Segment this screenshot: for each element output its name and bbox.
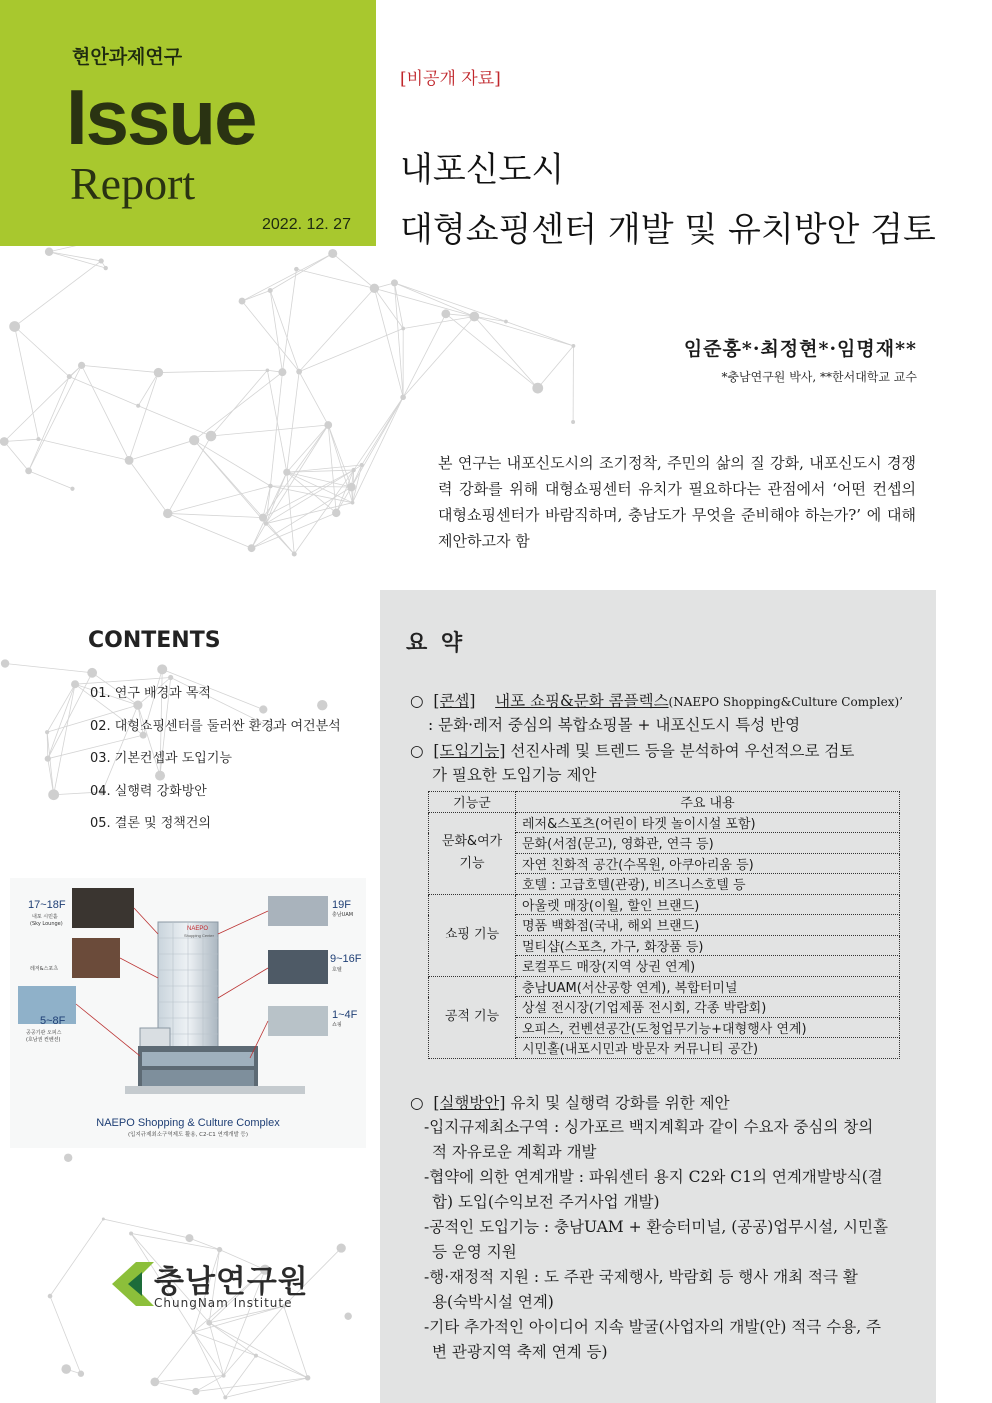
network-node (48, 1294, 53, 1299)
network-line (394, 283, 505, 322)
network-line (103, 1219, 189, 1238)
illus-caption: NAEPO Shopping & Culture Complex (96, 1117, 280, 1129)
network-node (401, 327, 405, 331)
table-cell: 로컬푸드 매장(지역 상권 연계) (516, 956, 900, 977)
network-line (270, 291, 299, 372)
network-line (354, 397, 403, 470)
table-cell: 멀티샵(스포츠, 가구, 화장품 등) (516, 935, 900, 956)
network-node (239, 298, 246, 305)
building-diagram (10, 878, 366, 1148)
table-cell: 명품 백화점(국내, 해외 브랜드) (516, 915, 900, 936)
network-line (38, 439, 129, 460)
illus-label: 9~16F (330, 953, 362, 965)
network-line (474, 317, 537, 389)
execution-item: 적 자유로운 계획과 개발 (432, 1143, 597, 1161)
table-row (429, 976, 900, 997)
table-cell: 상설 전시장(기업제품 전시회, 각종 박람회) (516, 997, 900, 1018)
network-line (446, 314, 538, 388)
function-line (410, 739, 854, 763)
network-node (136, 404, 140, 408)
network-line (211, 425, 328, 436)
network-node (294, 267, 299, 272)
network-node (344, 1313, 351, 1320)
network-line (15, 261, 102, 327)
contents-title: CONTENTS (88, 628, 221, 653)
table-cell: 시민홀(내포시민과 방문자 커뮤니티 공간) (516, 1038, 900, 1059)
illus-label: 쇼핑 (332, 1022, 342, 1028)
network-line (5, 664, 92, 673)
network-node (222, 1374, 226, 1378)
network-node (78, 362, 85, 369)
network-node (360, 463, 364, 467)
illus-label: 17~18F (28, 899, 66, 911)
toc-item[interactable]: 01. 연구 배경과 목적 (90, 686, 211, 701)
network-line (242, 253, 333, 301)
network-line (270, 253, 333, 290)
network-line (50, 1296, 81, 1374)
network-node (129, 1231, 133, 1235)
network-line (287, 472, 352, 487)
network-node (64, 1154, 72, 1162)
network-node (400, 394, 406, 400)
network-line (168, 513, 252, 548)
network-node (154, 368, 163, 377)
network-line (82, 365, 159, 372)
concept-line (410, 689, 903, 714)
network-node (248, 544, 256, 552)
network-node (254, 1354, 258, 1358)
network-node (25, 467, 32, 474)
series-kicker: 현안과제연구 (72, 46, 183, 68)
bullet-icon: ○ (410, 1094, 424, 1112)
network-node (45, 248, 53, 256)
network-line (299, 288, 374, 371)
network-node (278, 368, 286, 376)
logo-name: 충남연구원 (154, 1264, 309, 1300)
execution-item: 합) 도입(수익보전 주거사업 개발) (432, 1193, 660, 1211)
function-table (428, 791, 900, 1059)
execution-title: 유치 및 실행력 강화를 위한 제안 (510, 1094, 730, 1112)
network-line (209, 1323, 223, 1376)
network-node (45, 756, 51, 762)
network-node (296, 369, 302, 375)
network-node (268, 484, 273, 489)
toc-item[interactable]: 02. 대형쇼핑센터를 둘러싼 환경과 여건분석 (90, 718, 341, 734)
function-text-cont: 가 필요한 도입기능 제안 (432, 766, 597, 784)
tower-sign: NAEPO (186, 926, 208, 932)
table-of-contents (90, 684, 341, 847)
network-line (168, 486, 271, 513)
authors: 임준홍*·최정현*·임명재** (683, 338, 917, 360)
network-node (328, 249, 337, 258)
network-line (48, 684, 75, 758)
network-line (4, 441, 28, 470)
execution-item: 변 관광지역 축제 연계 등) (432, 1343, 608, 1361)
network-node (192, 1330, 196, 1334)
function-tag: [도입기능] (433, 742, 506, 760)
illus-label: 5~8F (40, 1015, 66, 1027)
network-node (532, 383, 543, 394)
network-node (78, 1371, 84, 1377)
network-node (168, 675, 173, 680)
execution-item: -입지규제최소구역 : 싱가포르 백지계획과 같이 수요자 중심의 창의 (424, 1118, 874, 1136)
network-line (270, 291, 282, 373)
illus-label: 내포 시민홀 (32, 914, 58, 920)
table-header-row (429, 792, 900, 813)
table-cell: 문화(서점(문고), 영화관, 연극 등) (516, 833, 900, 854)
network-line (15, 326, 39, 439)
network-node (185, 1234, 193, 1242)
network-node (351, 468, 355, 472)
network-line (394, 283, 474, 317)
network-node (351, 501, 355, 505)
issue-report-banner (0, 0, 376, 246)
network-node (70, 487, 74, 491)
title-line-2: 대형쇼핑센터 개발 및 유치방안 검토 (400, 210, 936, 250)
network-node (572, 344, 576, 348)
network-line (287, 372, 299, 473)
network-node (305, 1375, 310, 1380)
network-line (287, 425, 328, 472)
network-line (194, 440, 263, 517)
network-line (129, 373, 158, 461)
toc-item[interactable]: 05. 결론 및 정책건의 (90, 816, 211, 831)
toc-item[interactable]: 03. 기본컨셉과 도입기능 (90, 751, 232, 766)
network-node (104, 266, 108, 270)
network-line (474, 317, 573, 346)
network-node (102, 1218, 105, 1221)
network-node (292, 552, 297, 557)
network-line (155, 1332, 194, 1382)
network-node (192, 1388, 199, 1395)
network-node (504, 320, 508, 324)
table-header: 주요 내용 (516, 792, 900, 813)
network-node (67, 374, 72, 379)
network-node (332, 509, 340, 517)
network-node (223, 1395, 227, 1399)
illus-label: 1~4F (332, 1009, 358, 1021)
table-row (429, 894, 900, 915)
network-line (394, 283, 403, 329)
group-cell: 문화&여가 기능 (429, 812, 516, 894)
network-node (469, 312, 479, 322)
network-line (374, 288, 403, 328)
bullet-icon: ○ (410, 742, 424, 760)
network-node (157, 664, 167, 674)
network-node (48, 789, 59, 800)
publish-date: 2022. 12. 27 (262, 216, 351, 233)
network-node (370, 284, 379, 293)
network-line (282, 269, 296, 372)
network-line (299, 328, 403, 371)
network-line (270, 486, 351, 487)
network-line (299, 372, 328, 425)
network-node (283, 469, 290, 476)
network-line (129, 440, 194, 460)
network-line (294, 470, 353, 554)
group-cell: 쇼핑 기능 (429, 894, 516, 976)
network-node (441, 309, 450, 318)
network-node (206, 431, 217, 442)
network-line (4, 439, 38, 441)
report-wordmark: Report (70, 158, 196, 209)
network-node (1, 659, 9, 667)
network-line (47, 732, 54, 795)
confidential-label: [비공개 자료] (400, 69, 501, 89)
table-cell: 자연 친화적 공간(수목원, 아쿠아리움 등) (516, 853, 900, 874)
table-cell: 아울렛 매장(이월, 할인 브랜드) (516, 894, 900, 915)
network-node (87, 668, 97, 678)
bullet-icon: ○ (410, 692, 424, 710)
table-cell: 레저&스포츠(어린이 타겟 놀이시설 포함) (516, 812, 900, 833)
network-line (351, 397, 403, 487)
network-line (155, 1382, 196, 1392)
network-node (217, 1247, 222, 1252)
network-node (324, 421, 332, 429)
network-line (29, 471, 73, 489)
concept-tag: [콘셉] (433, 692, 476, 710)
execution-item: -공적인 도입기능 : 충남UAM + 환승터미널, (공공)업무시설, 시민홀 (424, 1218, 888, 1236)
network-node (61, 1364, 71, 1374)
network-line (506, 322, 573, 346)
execution-line (410, 1091, 730, 1115)
execution-item: -협약에 의한 연계개발 : 파워센터 용지 C2와 C1의 연계개발방식(결 (424, 1168, 883, 1186)
network-node (99, 258, 104, 263)
network-node (264, 521, 268, 525)
network-line (256, 1356, 308, 1378)
network-line (129, 460, 168, 513)
network-node (206, 1320, 212, 1326)
group-cell: 공적 기능 (429, 976, 516, 1058)
network-line (209, 1323, 307, 1378)
network-line (538, 346, 574, 388)
concept-english: (NAEPO Shopping&Culture Complex)’ (668, 695, 903, 709)
network-line (54, 684, 75, 795)
network-line (403, 317, 474, 329)
network-node (259, 514, 267, 522)
network-line (82, 365, 129, 460)
illus-label: (호남권 컨벤션) (26, 1037, 61, 1043)
network-node (337, 1243, 346, 1252)
network-line (155, 1376, 224, 1382)
network-line (29, 365, 82, 470)
network-line (48, 673, 92, 759)
logo-english: ChungNam Institute (154, 1296, 293, 1310)
network-node (347, 483, 356, 492)
issue-wordmark: Issue (66, 73, 256, 161)
network-line (168, 436, 211, 513)
title-line-1: 내포신도시 (400, 150, 565, 190)
network-line (131, 1233, 219, 1249)
network-node (391, 279, 398, 286)
execution-item: -기타 추가적인 아이디어 지속 발굴(사업자의 개발(안) 적극 수용, 주 (424, 1318, 882, 1336)
network-line (194, 440, 270, 486)
network-line (168, 513, 263, 517)
network-node (163, 509, 172, 518)
network-line (189, 1238, 219, 1250)
network-line (138, 406, 211, 436)
network-line (352, 397, 403, 502)
illus-label: 충남UAM (332, 912, 354, 918)
illus-label: 19F (332, 899, 351, 911)
execution-item: 등 운영 지원 (432, 1243, 517, 1261)
author-affiliation: *충남연구원 박사, **한서대학교 교수 (721, 370, 917, 384)
network-node (189, 435, 199, 445)
network-node (571, 420, 575, 424)
network-node (150, 1377, 159, 1386)
network-line (211, 370, 267, 436)
network-line (252, 524, 266, 549)
network-line (209, 1323, 256, 1356)
tower-sign: Shopping Center (183, 933, 214, 938)
summary-title: 요 약 (406, 631, 466, 656)
network-node (45, 730, 49, 734)
complex-illustration (10, 878, 366, 1148)
execution-tag: [실행방안] (433, 1094, 506, 1112)
illus-subcaption: (입지규제최소구역제도 활용, C2-C1 연계개발 등) (127, 1132, 249, 1138)
concept-description: : 문화·레저 중심의 복합쇼핑몰 + 내포신도시 특성 반영 (428, 716, 801, 734)
execution-item: 용(숙박시설 연계) (432, 1293, 554, 1311)
network-node (268, 288, 273, 293)
network-node (266, 368, 270, 372)
illus-label: 공공기관 오피스 (26, 1030, 62, 1036)
toc-item[interactable]: 04. 실행력 강화방안 (90, 783, 207, 799)
network-node (9, 321, 20, 332)
network-line (194, 372, 282, 440)
network-line (374, 288, 474, 316)
table-row (429, 812, 900, 833)
network-node (0, 437, 9, 446)
network-line (242, 291, 270, 302)
network-line (29, 377, 70, 471)
execution-item: -행·재정적 지원 : 도 주관 국제행사, 박람회 등 행사 개최 적극 활 (424, 1268, 858, 1286)
network-line (69, 377, 138, 406)
illus-label: 호텔 (332, 967, 342, 973)
chungnam-institute-logo (110, 1254, 310, 1320)
table-cell: 호텔 : 고급호텔(관광), 비즈니스호텔 등 (516, 874, 900, 895)
table-cell: 충남UAM(서산공항 연계), 복합터미널 (516, 976, 900, 997)
network-line (193, 1332, 223, 1375)
illus-label: (Sky Lounge) (30, 921, 63, 927)
network-node (125, 456, 134, 465)
network-line (50, 1219, 103, 1296)
function-text: 선진사례 및 트렌드 등을 분석하여 우선적으로 검토 (510, 742, 855, 760)
network-line (196, 1378, 308, 1392)
network-line (158, 370, 267, 372)
table-cell: 오피스, 컨벤션공간(도청업무기능+대형행사 연계) (516, 1017, 900, 1038)
network-node (36, 437, 40, 441)
network-node (71, 680, 79, 688)
illus-label: 레저&스포츠 (30, 966, 59, 972)
concept-name: 내포 쇼핑&문화 콤플렉스 (495, 692, 669, 710)
network-line (138, 373, 158, 406)
abstract-text: 본 연구는 내포신도시의 조기정착, 주민의 삶의 질 강화, 내포신도시 경쟁력 강화를 위해 대형쇼핑센터 유치가 필요하다는 관점에서 ‘어떤 컨셉의 대형쇼핑센터가 바람직하며, 충남도가 무엇을 준비해야 하는가?’ 에 대해 제안하고자 함 (438, 454, 916, 550)
table-header: 기능군 (429, 792, 516, 813)
network-line (15, 326, 70, 376)
